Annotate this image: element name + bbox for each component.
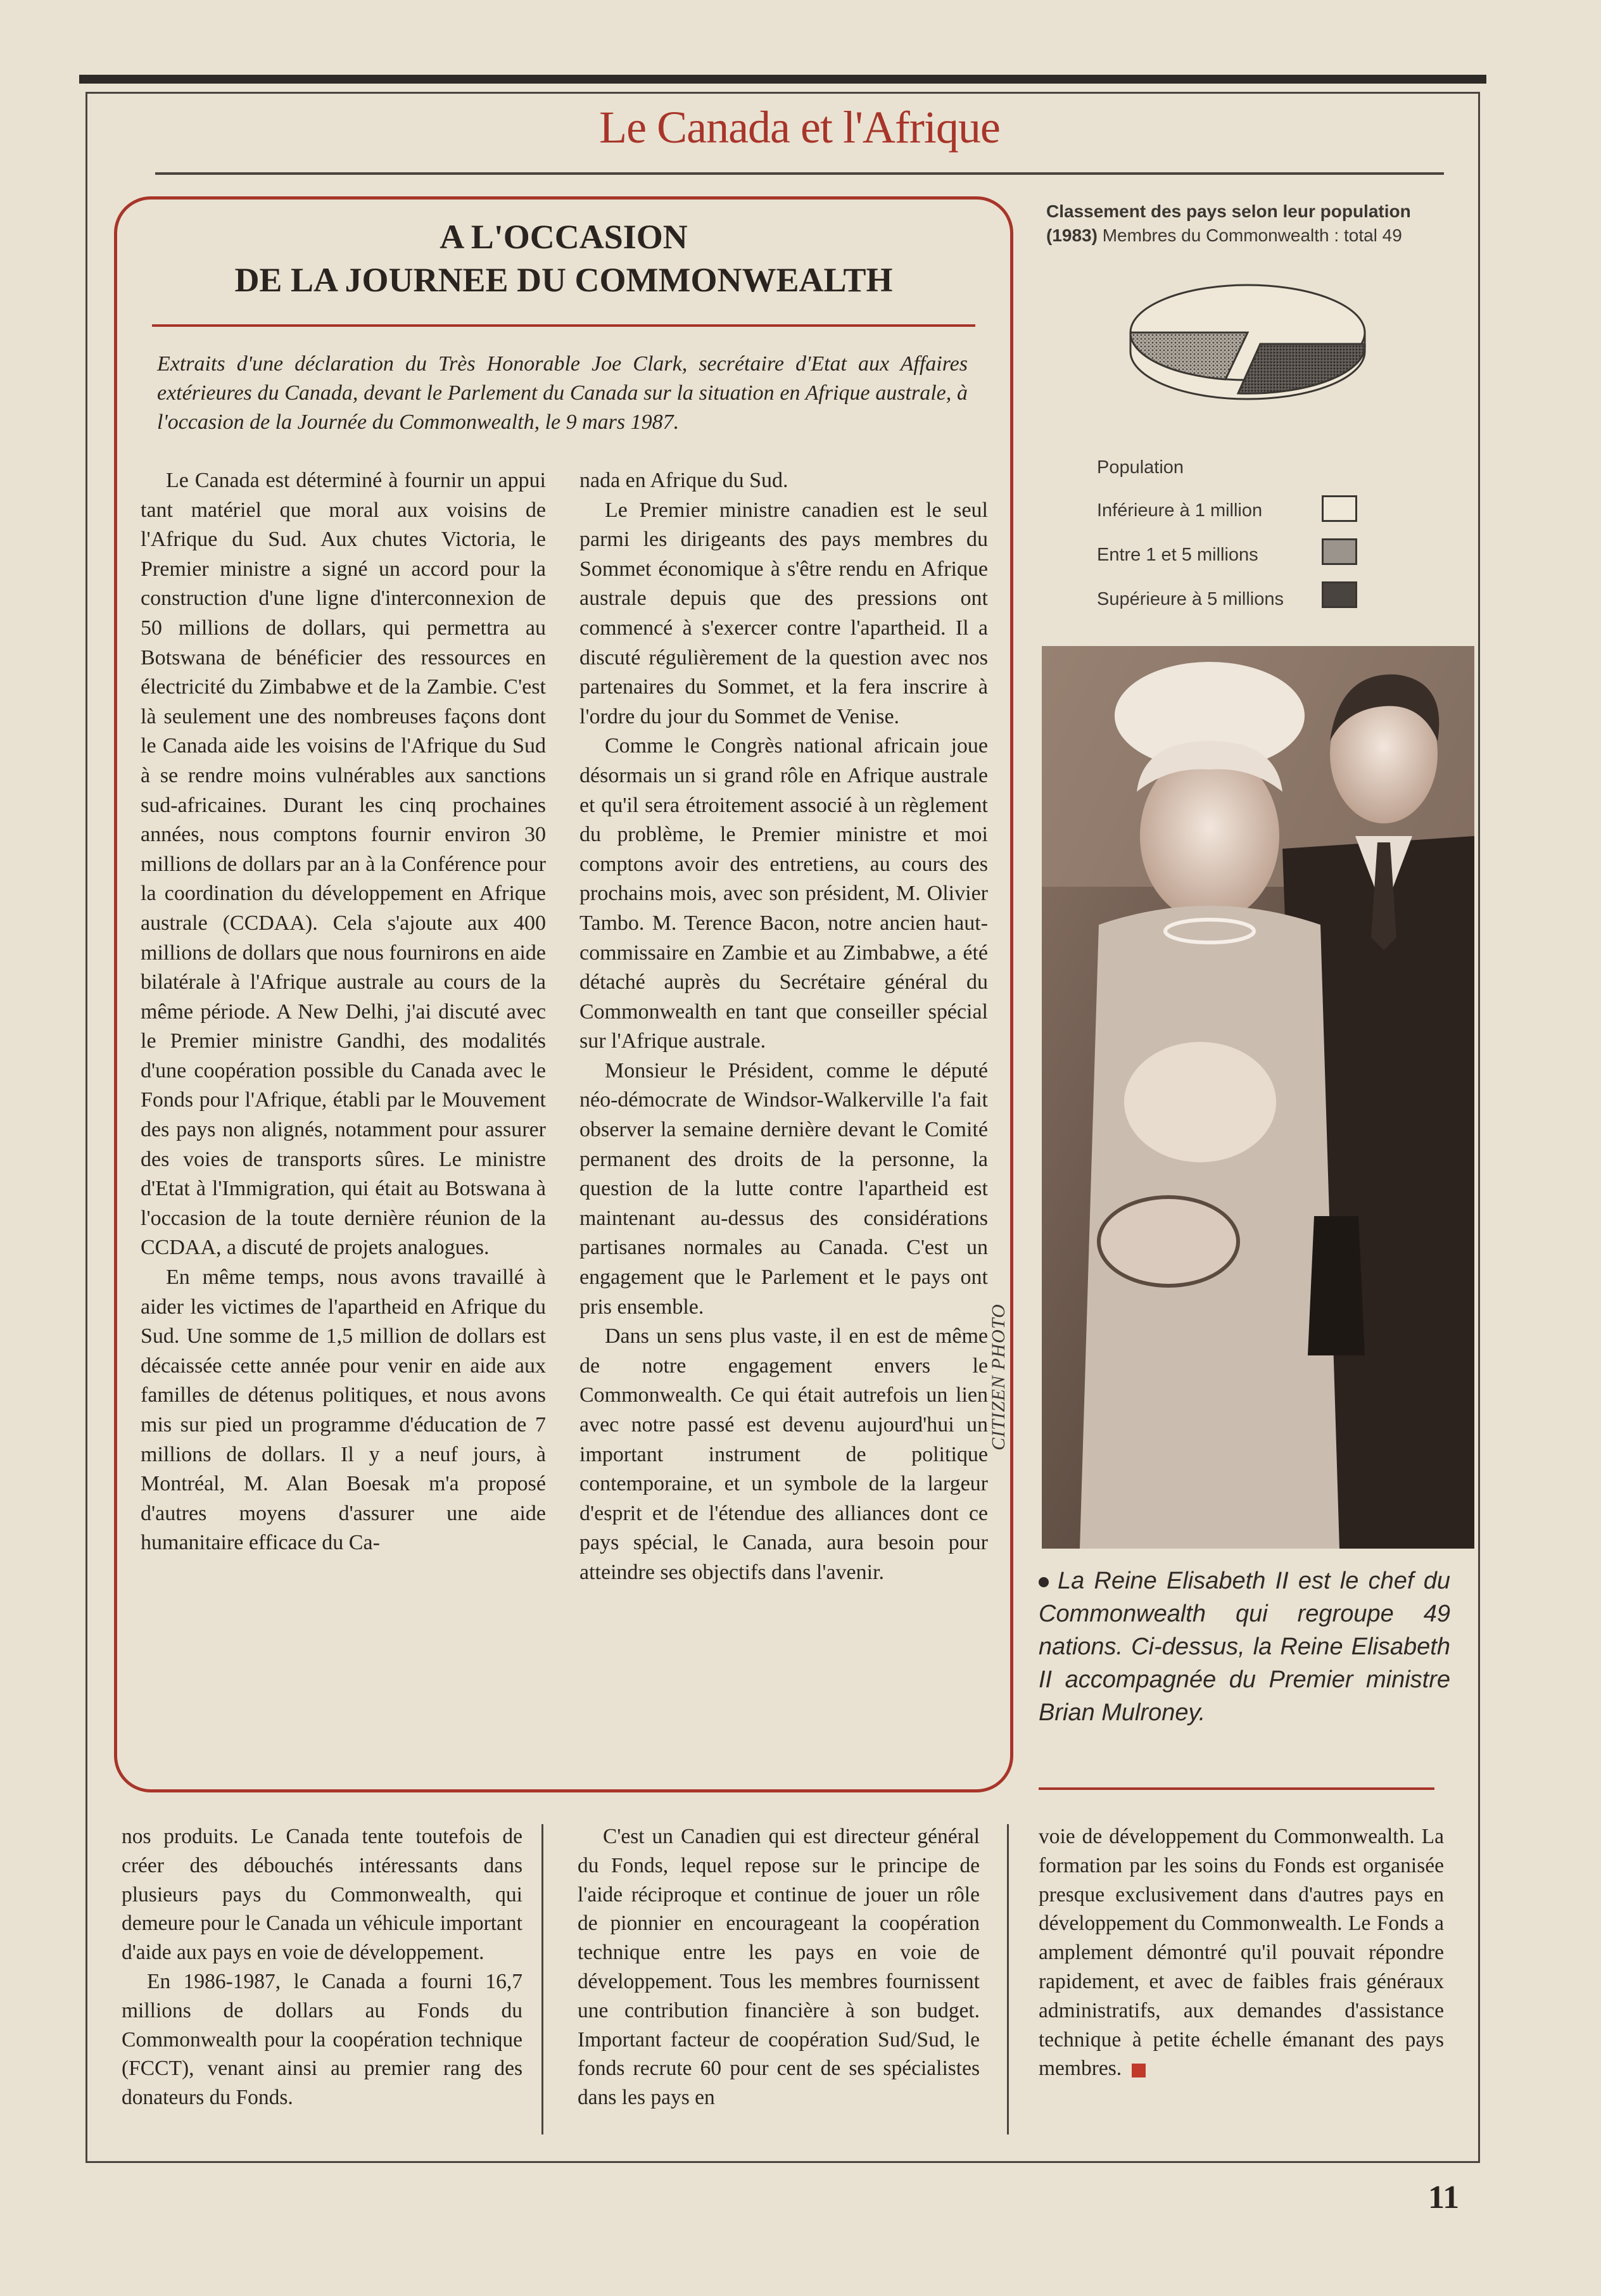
paragraph-text: voie de développement du Commonwealth. La formation par les soins du Fonds est organisée presque exclusivement dans d'autres pays en développement du Commonwealth. Le Fonds a amplement démontré qu'il pouvait répondre rapidement, et avec de faibles frais généraux administratifs, aux demandes d'assistance technique à petite échelle émanant des pays membres. (1039, 1825, 1444, 2081)
pie-chart (1121, 269, 1374, 421)
paragraph: Le Premier ministre canadien est le seul parmi les dirigeants des pays membres du Sommet économique à s'être rendu en Afrique australe depuis que des pressions ont commencé à s'exercer contre l'apartheid. Il a discuté régulièrement de la question avec nos partenaires du Sommet, et la fera inscrire à l'ordre du jour du Sommet de Venise. (579, 498, 988, 728)
legend-swatch-mid (1322, 538, 1357, 565)
article-column-4 (578, 1822, 980, 2112)
photo-credit: CITIZEN PHOTO (988, 1303, 1009, 1450)
article-column-5 (1039, 1822, 1444, 2083)
legend-label-small: Inférieure à 1 million (1097, 500, 1263, 521)
end-mark-icon (1132, 2064, 1146, 2077)
header-rule (155, 172, 1444, 175)
flower-basket (1099, 1197, 1238, 1286)
column-divider (1007, 1824, 1009, 2134)
legend-swatch-small (1322, 495, 1357, 522)
top-rule (79, 75, 1486, 84)
column-divider (541, 1824, 543, 2134)
section-banner: Le Canada et l'Afrique (599, 102, 1000, 153)
paragraph: Dans un sens plus vaste, il en est de même de notre engagement envers le Commonwealth. Ce qui était autrefois un lien avec notre passé est devenu aujourd'hui un important instrument de politique contemporaine, et un symbole de la largeur d'esprit et de l'étendue des alliances dont ce pays spécial, le Canada, aura besoin pour atteindre ses objectifs dans l'avenir. (579, 1324, 988, 1584)
chart-title-rest: Membres du Commonwealth : total 49 (1097, 225, 1402, 245)
page-number: 11 (1428, 2179, 1460, 2216)
flower-bouquet (1124, 1042, 1276, 1162)
paragraph (1039, 1822, 1444, 2083)
photo-queen-and-prime-minister (1042, 646, 1474, 1549)
paragraph: Le Canada est déterminé à fournir un appui tant matériel que moral aux voisins de l'Afrique du Sud. Aux chutes Victoria, le Premier ministre a signé un accord pour la construction d'une ligne d'interconnexion de 50 millions de dollars, qui permettra au Botswana de bénéficier des ressources en électricité du Zimbabwe et de la Zambie. C'est là seulement une des nombreuses façons dont le Canada aide les voisins de l'Afrique du Sud à se rendre moins vulnérables aux sanctions sud-africaines. Durant les cinq prochaines années, nous comptons fournir environ 30 millions de dollars par an à la Conférence pour la coordination du développement en Afrique australe (CCDAA). Cela s'ajoute aux 400 millions de dollars que nous fournirons en aide bilatérale à l'Afrique australe au cours de la même période. A New Delhi, j'ai discuté avec le Premier ministre Gandhi, des modalités d'une coopération possible du Canada avec le Fonds pour l'Afrique, établi par le Mouvement des pays non alignés, notamment pour assurer des voies de transports sûres. Le ministre d'Etat à l'Immigration, qui était au Botswana à l'occasion de la toute dernière réunion de la CCDAA, a discuté de projets analogues. (141, 469, 546, 1260)
legend-swatch-large (1322, 581, 1357, 608)
legend-label-large: Supérieure à 5 millions (1097, 589, 1284, 609)
title-rule (152, 324, 975, 327)
paragraph: nada en Afrique du Sud. (579, 469, 788, 492)
article-column-1 (141, 466, 546, 1558)
statement-intro: Extraits d'une déclaration du Très Honorable Joe Clark, secrétaire d'Etat aux Affaires extérieures du Canada, devant le Parlement du Canada sur la situation en Afrique australe, à l'occasion de la Journée du Commonwealth, le 9 mars 1987. (157, 352, 968, 434)
handbag (1308, 1216, 1365, 1355)
photo-caption (1039, 1564, 1450, 1729)
paragraph: En 1986-1987, le Canada a fourni 16,7 millions de dollars au Fonds du Commonwealth pour la coopération technique (FCCT), venant ainsi au premier rang des donateurs du Fonds. (122, 1969, 522, 2110)
caption-rule (1039, 1787, 1434, 1790)
pie-slice-large (1238, 344, 1365, 393)
article-column-3 (122, 1822, 522, 2112)
bullet-icon (1039, 1577, 1049, 1587)
statement-title-line1: A L'OCCASION (440, 218, 688, 256)
paragraph: Monsieur le Président, comme le député néo-démocrate de Windsor-Walkerville l'a fait observer la semaine dernière devant le Comité permanent des droits de la personne, la question de la lutte contre l'apartheid est maintenant au-dessus des considérations partisanes normales au Canada. C'est un engagement que le Parlement et le pays ont pris ensemble. (579, 1058, 988, 1319)
photo-illustration (1042, 646, 1474, 1549)
paragraph: Comme le Congrès national africain joue désormais un si grand rôle en Afrique australe et qu'il sera étroitement associé à un règlement du problème, le Premier ministre et moi comptons avoir des entretiens, au cours des prochains mois, avec son président, M. Olivier Tambo. M. Terence Bacon, notre ancien haut-commissaire en Zambie et au Zimbabwe, a été détaché auprès du Secrétaire général du Commonwealth en tant que conseiller spécial sur l'Afrique australe. (579, 734, 988, 1053)
legend-title: Population (1097, 457, 1184, 478)
statement-title (152, 215, 975, 301)
paragraph: nos produits. Le Canada tente toutefois de créer des débouchés intéressants dans plusieurs pays du Commonwealth, qui demeure pour le Canada un véhicule important d'aide aux pays en voie de développement. (122, 1825, 522, 1965)
paragraph: C'est un Canadien qui est directeur général du Fonds, lequel repose sur le principe de l'aide réciproque et continue de jouer un rôle de pionnier en encourageant la coopération technique entre les pays en voie de développement. Tous les membres fournissent une contribution financière à son budget. Important facteur de coopération Sud/Sud, le fonds recrute 60 pour cent de ses spécialistes dans les pays en (578, 1825, 980, 2110)
paragraph: En même temps, nous avons travaillé à aider les victimes de l'apartheid en Afrique du Sud. Une somme de 1,5 million de dollars est décaissée cette année pour venir en aide aux familles de détenus politiques, et nous avons mis sur pied un programme d'éducation de 7 millions de dollars. Il y a neuf jours, à Montréal, M. Alan Boesak m'a proposé d'autres moyens d'assurer une aide humanitaire efficace du Ca- (141, 1265, 546, 1555)
photo-caption-text: La Reine Elisabeth II est le chef du Commonwealth qui regroupe 49 nations. Ci-dessus, la Reine Elisabeth II accompagnée du Premier ministre Brian Mulroney. (1039, 1568, 1450, 1726)
chart-title-bold: Classement des pays selon leur population (1983) (1046, 201, 1411, 245)
article-column-2 (579, 466, 988, 1588)
statement-title-line2: DE LA JOURNEE DU COMMONWEALTH (234, 261, 893, 299)
chart-title (1046, 200, 1452, 248)
legend-label-mid: Entre 1 et 5 millions (1097, 545, 1258, 565)
